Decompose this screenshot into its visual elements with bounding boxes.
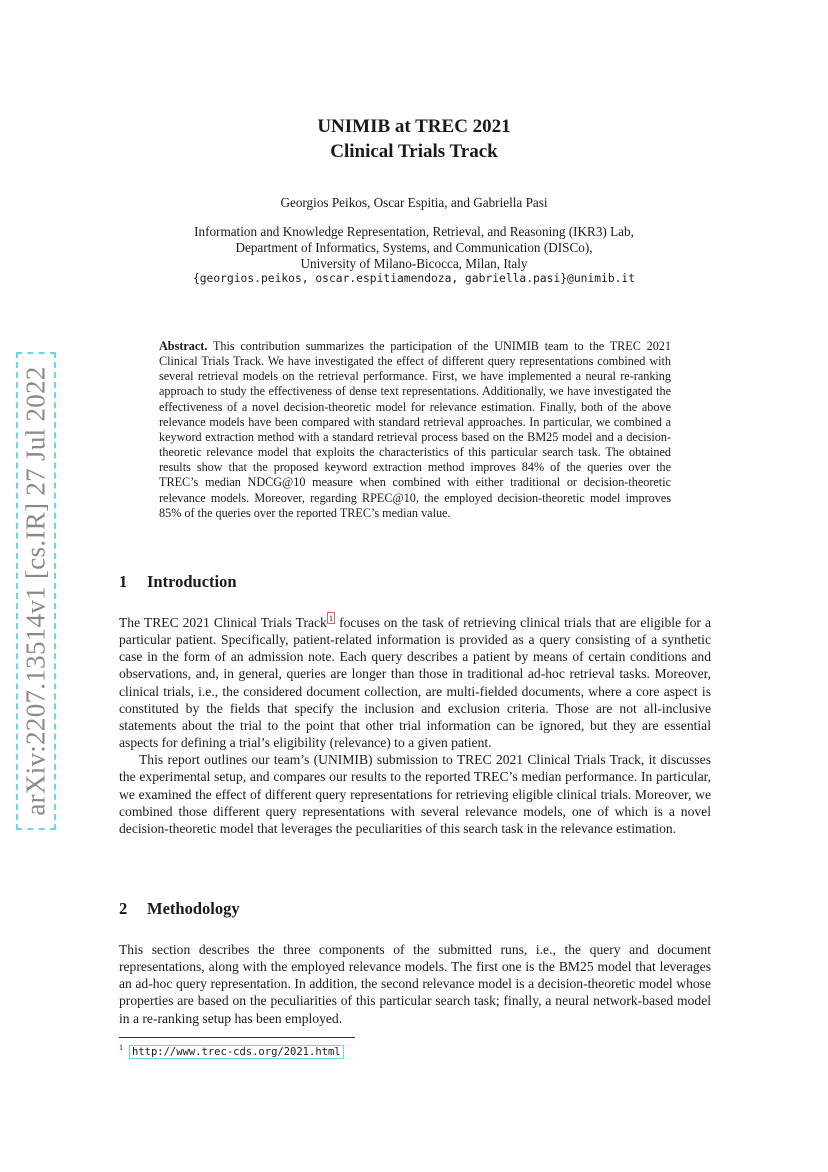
arxiv-sidebar-stamp[interactable] xyxy=(16,352,56,830)
paragraph-text: focuses on the task of retrieving clinical trials that are eligible for a particular patient. Specifically, patient-related information is provided as a query consisting of a synthetic case in the form of an admission note. Each query describes a patient by means of certain conditions and observations, and, in general, queries are longer than those in traditional ad-hoc retrieval tasks. Moreover, clinical trials, i.e., the considered document collection, are multi-fielded documents, where a core aspect is constituted by the fields that specify the inclusion and exclusion criteria. Those are not all-inclusive statements about the trial to the point that other trial information can be ignored, but they are essential aspects for defining a trial’s eligibility (relevance) to a given patient. xyxy=(119,615,711,751)
paragraph: This report outlines our team’s (UNIMIB) submission to TREC 2021 Clinical Trials Track, it discusses the experimental setup, and compares our results to the reported TREC’s median performance. In particular, we examined the effect of different query representations for retrieving eligible clinical trials. Moreover, we combined those different query representations with several relevance models, one of which is a novel decision-theoretic model that leverages the peculiarities of this search task in the relevance estimation. xyxy=(119,752,711,836)
authors: Georgios Peikos, Oscar Espitia, and Gabriella Pasi xyxy=(280,195,548,210)
abstract-text: This contribution summarizes the participation of the UNIMIB team to the TREC 2021 Clinical Trials Track. We have investigated the effect of different query representations combined with several retrieval models on the retrieval performance. First, we have implemented a neural re-ranking approach to study the effectiveness of dense text representations. Additionally, we have investigated the effectiveness of a novel decision-theoretic model for relevance estimation. Finally, both of the above relevance models have been compared with standard retrieval approaches. In particular, we combined a keyword extraction method with a standard retrieval process based on the BM25 model and a decision-theoretic relevance model that exploits the characteristics of this particular search task. The obtained results show that the proposed keyword extraction method improves 84% of the queries over the TREC’s median NDCG@10 measure when combined with either traditional or decision-theoretic relevance models. Moreover, regarding RPEC@10, the employed decision-theoretic model improves 85% of the queries over the reported TREC’s median value. xyxy=(159,339,671,520)
footnote-number: 1 xyxy=(119,1043,123,1052)
author-emails: {georgios.peikos, oscar.espitiamendoza, gabriella.pasi}@unimib.it xyxy=(192,272,636,285)
footnote-url-link[interactable]: http://www.trec-cds.org/2021.html xyxy=(129,1045,344,1059)
affiliation-line: Information and Knowledge Representation, Retrieval, and Reasoning (IKR3) Lab, xyxy=(194,224,634,239)
affiliation-line: University of Milano-Bicocca, Milan, Italy xyxy=(300,256,528,271)
paragraph-text: The TREC 2021 Clinical Trials Track xyxy=(119,615,327,630)
section-methodology-body xyxy=(119,941,711,1027)
section-title: Introduction xyxy=(147,572,237,591)
footnote xyxy=(119,1043,344,1058)
footnote-divider xyxy=(119,1037,355,1038)
paper-title-line1: UNIMIB at TREC 2021 xyxy=(317,116,511,137)
section-number: 1 xyxy=(119,572,128,591)
abstract xyxy=(159,339,671,521)
section-introduction-body xyxy=(119,614,711,837)
arxiv-identifier: arXiv:2207.13514v1 [cs.IR] 27 Jul 2022 xyxy=(20,366,51,816)
paper-title-line2: Clinical Trials Track xyxy=(330,141,498,162)
paragraph xyxy=(119,614,711,751)
section-title: Methodology xyxy=(147,899,240,918)
section-heading-methodology xyxy=(119,899,240,919)
abstract-label: Abstract. xyxy=(159,339,208,353)
footnote-reference-link[interactable]: 1 xyxy=(328,613,334,624)
section-number: 2 xyxy=(119,899,128,918)
affiliation-line: Department of Informatics, Systems, and Communication (DISCo), xyxy=(235,240,593,255)
paragraph: This section describes the three components of the submitted runs, i.e., the query and document representations, along with the employed relevance models. The first one is the BM25 model that leverages an ad-hoc query representation. In addition, the second relevance model is a decision-theoretic model whose properties are based on the peculiarities of this particular search task; finally, a neural network-based model in a re-ranking setup has been employed. xyxy=(119,942,711,1026)
section-heading-introduction xyxy=(119,572,237,592)
